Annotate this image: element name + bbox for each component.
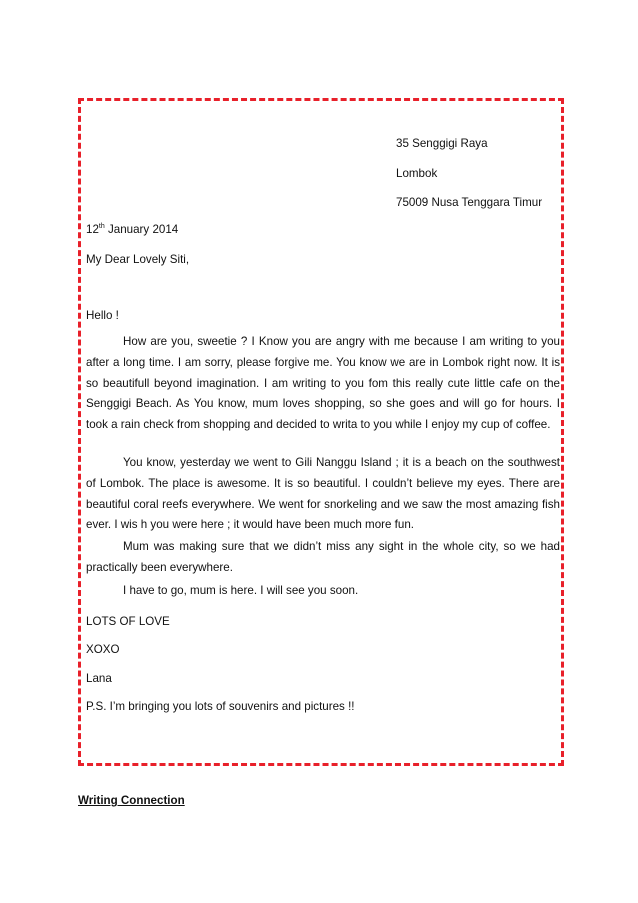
date-month-year: January 2014 <box>104 223 179 236</box>
date-day: 12 <box>86 223 99 236</box>
address-line-2: Lombok <box>396 167 438 180</box>
salutation: My Dear Lovely Siti, <box>86 253 190 266</box>
section-heading: Writing Connection <box>78 794 185 807</box>
body-paragraph-4-text: I have to go, mum is here. I will see you soon. <box>123 584 359 597</box>
body-paragraph-3-text: Mum was making sure that we didn’t miss any sight in the whole city, so we had practically been everywhere. <box>86 540 560 574</box>
closing: LOTS OF LOVE <box>86 615 170 628</box>
postscript: P.S. I’m bringing you lots of souvenirs and pictures !! <box>86 700 355 713</box>
kisses: XOXO <box>86 643 120 656</box>
greeting: Hello ! <box>86 309 119 322</box>
body-paragraph-3 <box>86 537 560 579</box>
address-line-3: 75009 Nusa Tenggara Timur <box>396 196 543 209</box>
signature: Lana <box>86 672 112 685</box>
address-line-1: 35 Senggigi Raya <box>396 137 488 150</box>
letter-date <box>86 223 178 237</box>
body-paragraph-1 <box>86 332 560 436</box>
body-paragraph-4 <box>86 581 560 602</box>
body-paragraph-2-text: You know, yesterday we went to Gili Nanggu Island ; it is a beach on the southwest of Lombok. The place is awesome. It is so beautiful. I couldn’t believe my eyes. There are beautiful coral reefs everywhere. We went for snorkeling and we saw the most amazing fish ever. I wis h you were here ; it would have been much more fun. <box>86 456 560 532</box>
body-paragraph-1-text: How are you, sweetie ? I Know you are angry with me because I am writing to you after a long time. I am sorry, please forgive me. You know we are in Lombok right now. It is so beautifull beyond imagination. I am writing to you fom this really cute little cafe on the Senggigi Beach. As You know, mum loves shopping, so she goes and will go for hours. I took a rain check from shopping and decided to writa to you while I enjoy my cup of coffee. <box>86 335 560 432</box>
date-suffix: th <box>98 223 105 231</box>
body-paragraph-2 <box>86 453 560 536</box>
